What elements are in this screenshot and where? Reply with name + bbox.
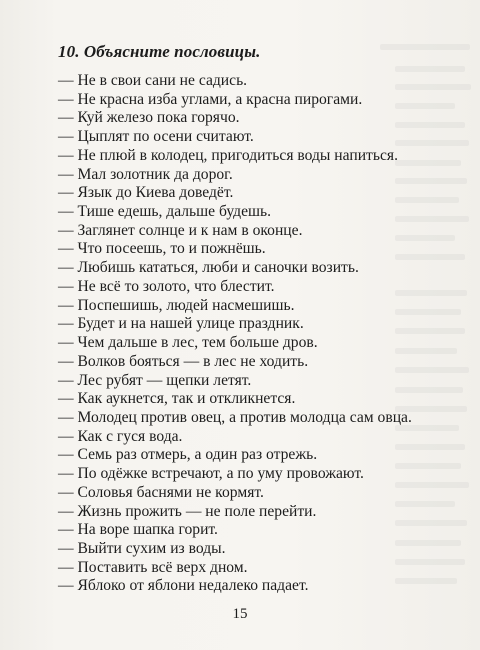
exercise-heading: 10. Объясните пословицы. bbox=[58, 42, 261, 61]
proverb-item: — Заглянет солнце и к нам в оконце. bbox=[58, 221, 303, 239]
proverb-item: — Как с гуся вода. bbox=[58, 427, 183, 445]
proverb-item: — Яблоко от яблони недалеко падает. bbox=[58, 577, 309, 595]
proverb-item: — Мал золотник да дорог. bbox=[58, 165, 233, 183]
proverb-item: — Тише едешь, дальше будешь. bbox=[58, 203, 272, 221]
bleed-line bbox=[380, 44, 470, 50]
proverb-item: — Поспешишь, людей насмешишь. bbox=[58, 296, 295, 314]
proverb-item: — Чем дальше в лес, тем больше дров. bbox=[58, 334, 318, 352]
proverb-item: — Не всё то золото, что блестит. bbox=[58, 277, 275, 295]
proverb-item: — Семь раз отмерь, а один раз отрежь. bbox=[58, 446, 318, 464]
proverb-item: — Волков бояться — в лес не ходить. bbox=[58, 352, 309, 370]
proverb-item: — Жизнь прожить — не поле перейти. bbox=[58, 502, 317, 520]
proverb-item: — Выйти сухим из воды. bbox=[58, 539, 226, 557]
proverb-item: — Не красна изба углами, а красна пирогами. bbox=[58, 90, 363, 108]
proverb-item: — Поставить всё верх дном. bbox=[58, 558, 248, 576]
proverb-item: — Не в свои сани не садись. bbox=[58, 72, 248, 89]
proverb-item: — Любишь кататься, люби и саночки возить. bbox=[58, 259, 359, 277]
proverb-item: — На воре шапка горит. bbox=[58, 521, 218, 539]
proverb-item: — По одёжке встречают, а по уму провожают. bbox=[58, 465, 364, 483]
proverb-item: — Что посеешь, то и пожнёшь. bbox=[58, 240, 266, 258]
proverb-item: — Будет и на нашей улице праздник. bbox=[58, 315, 304, 333]
proverb-item: — Лес рубят — щепки летят. bbox=[58, 371, 252, 389]
proverb-item: — Как аукнется, так и откликнется. bbox=[58, 390, 296, 408]
proverb-item: — Цыплят по осени считают. bbox=[58, 128, 254, 146]
page-number: 15 bbox=[232, 606, 248, 622]
proverb-item: — Куй железо пока горячо. bbox=[58, 109, 240, 127]
proverb-item: — Не плюй в колодец, пригодиться воды напиться. bbox=[58, 146, 398, 164]
proverb-list bbox=[58, 72, 412, 596]
proverb-item: — Молодец против овец, а против молодца сам овца. bbox=[58, 408, 412, 426]
proverb-item: — Соловья баснями не кормят. bbox=[58, 483, 264, 501]
proverb-item: — Язык до Киева доведёт. bbox=[58, 184, 234, 202]
